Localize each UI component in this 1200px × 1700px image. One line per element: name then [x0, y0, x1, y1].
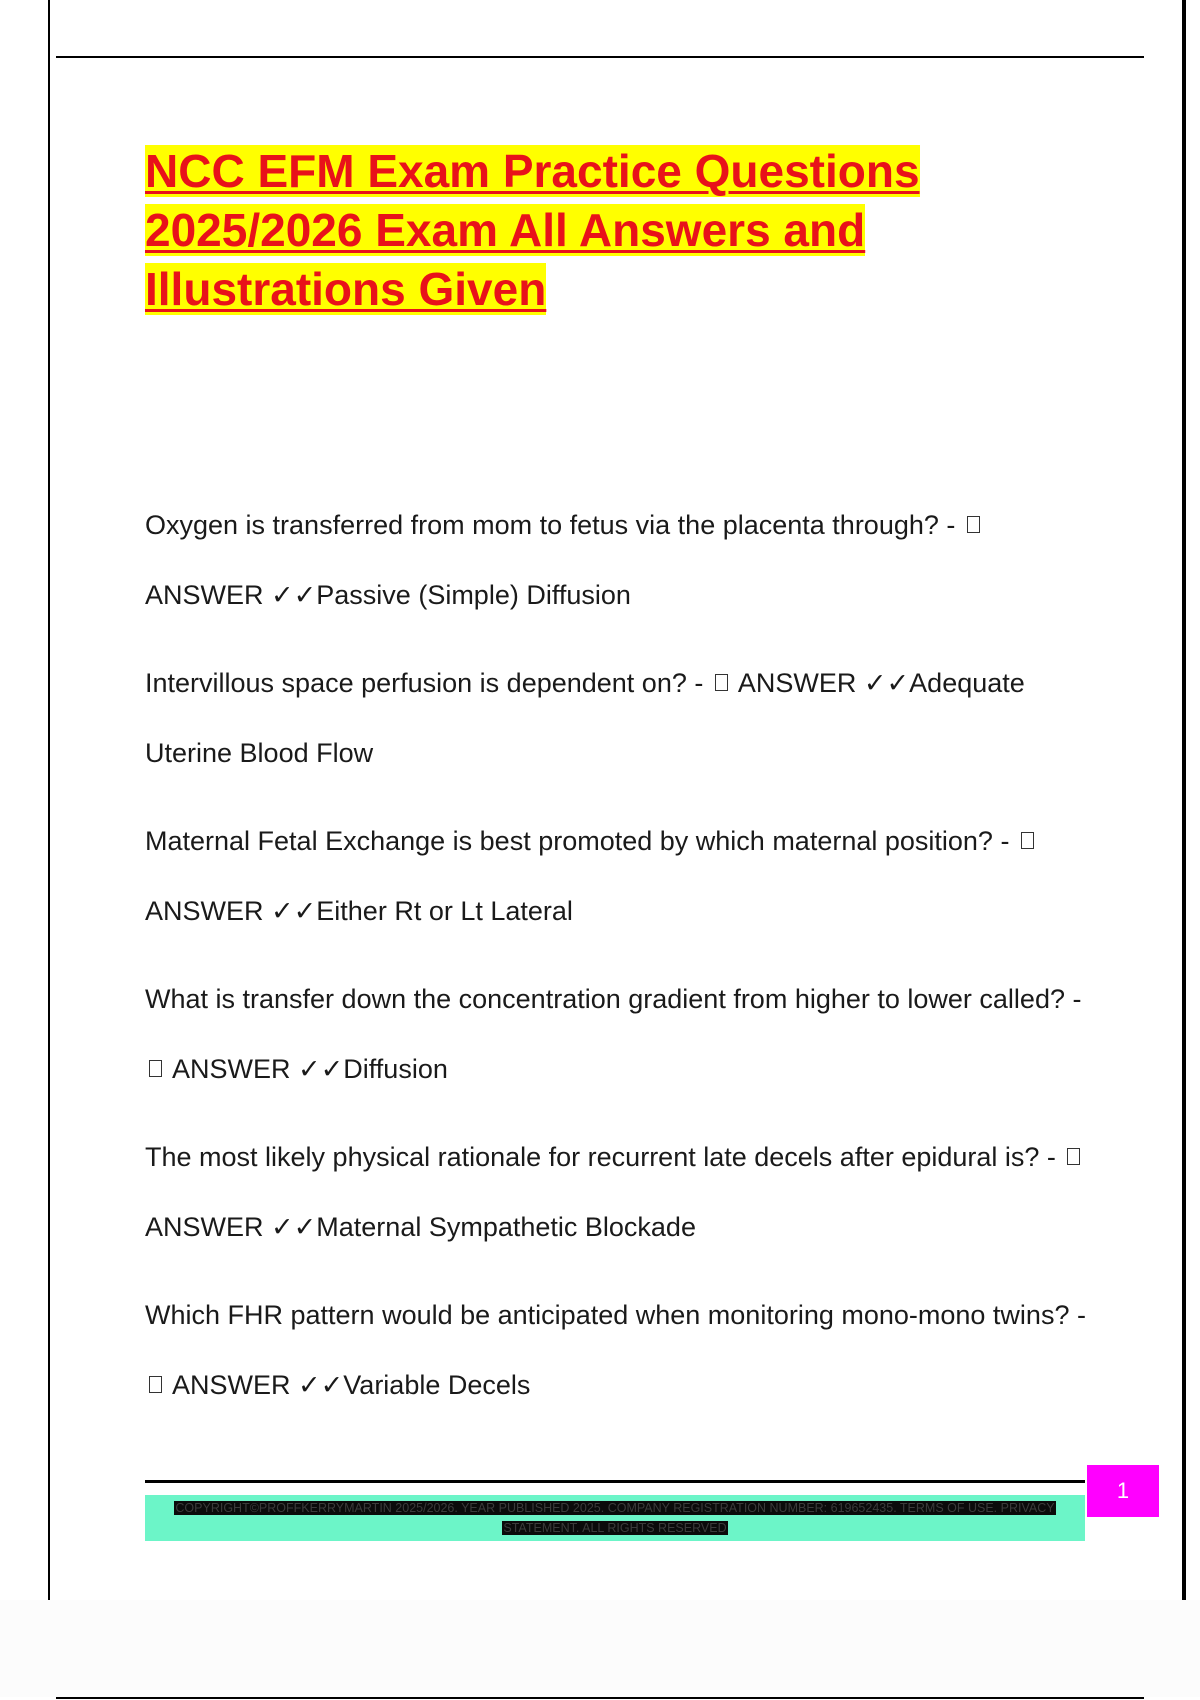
answer-label: ANSWER — [172, 1054, 291, 1084]
next-page-header-rule — [56, 1697, 1144, 1699]
missing-glyph-icon — [149, 1376, 162, 1393]
footer-rule — [145, 1480, 1085, 1483]
answer-text: Either Rt or Lt Lateral — [316, 896, 573, 926]
answer-label: ANSWER — [737, 668, 857, 698]
answer-text: Maternal Sympathetic Blockade — [316, 1212, 696, 1242]
qa-item — [145, 490, 1105, 630]
answer-text: Diffusion — [343, 1054, 448, 1084]
answer-label: ANSWER — [145, 896, 264, 926]
title-line-2: 2025/2026 Exam All Answers and — [145, 204, 866, 256]
answer-text: Adequate Uterine Blood Flow — [145, 668, 1025, 768]
page-right-border — [1182, 0, 1186, 1600]
answer-text: Passive (Simple) Diffusion — [316, 580, 631, 610]
qa-item — [145, 648, 1105, 788]
page-gap — [0, 1600, 1200, 1697]
double-check-icon: ✓✓ — [298, 1370, 344, 1400]
question-text: The most likely physical rationale for recurrent late decels after epidural is? - — [145, 1142, 1056, 1172]
answer-label: ANSWER — [145, 580, 264, 610]
qa-item — [145, 1280, 1105, 1420]
missing-glyph-icon — [967, 516, 980, 533]
title-line-1: NCC EFM Exam Practice Questions — [145, 145, 920, 197]
missing-glyph-icon — [1021, 832, 1034, 849]
question-text: Intervillous space perfusion is dependent on? - — [145, 668, 704, 698]
header-rule — [56, 56, 1144, 58]
answer-label: ANSWER — [172, 1370, 291, 1400]
missing-glyph-icon — [1067, 1148, 1080, 1165]
qa-item — [145, 1122, 1105, 1262]
page-left-border — [48, 0, 50, 1600]
question-text: Maternal Fetal Exchange is best promoted by which maternal position? - — [145, 826, 1010, 856]
qa-item — [145, 964, 1105, 1104]
question-text: Oxygen is transferred from mom to fetus via the placenta through? - — [145, 510, 956, 540]
double-check-icon: ✓✓ — [298, 1054, 344, 1084]
copyright-text: COPYRIGHT©PROFFKERRYMARTIN 2025/2026. YEAR PUBLISHED 2025. COMPANY REGISTRATION NUMBER: 619652435. TERMS OF USE. PRIVACY STATEMENT. ALL RIGHTS RESERVED — [175, 1501, 1055, 1535]
qa-list — [145, 490, 1105, 1438]
double-check-icon: ✓✓ — [271, 580, 317, 610]
double-check-icon: ✓✓ — [863, 668, 910, 698]
double-check-icon: ✓✓ — [271, 1212, 317, 1242]
page-number-badge: 1 — [1087, 1465, 1159, 1517]
document-title — [145, 142, 1045, 319]
question-text: What is transfer down the concentration gradient from higher to lower called? - — [145, 984, 1082, 1014]
answer-label: ANSWER — [145, 1212, 264, 1242]
double-check-icon: ✓✓ — [271, 896, 317, 926]
missing-glyph-icon — [149, 1060, 162, 1077]
question-text: Which FHR pattern would be anticipated when monitoring mono-mono twins? - — [145, 1300, 1086, 1330]
copyright-footer — [145, 1495, 1085, 1541]
title-line-3: Illustrations Given — [145, 263, 547, 315]
missing-glyph-icon — [715, 674, 728, 691]
answer-text: Variable Decels — [343, 1370, 531, 1400]
qa-item — [145, 806, 1105, 946]
